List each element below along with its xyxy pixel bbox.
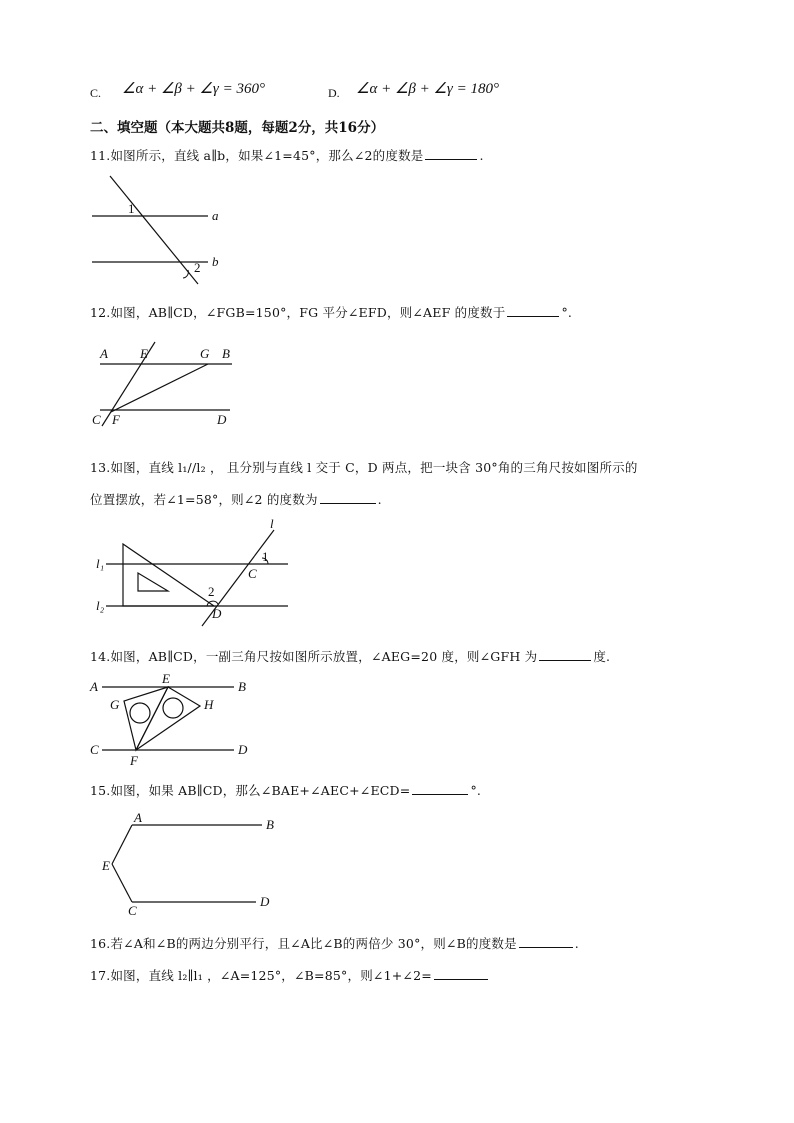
question-13-line1: 13.如图，直线 l₁//l₂ ， 且分别与直线 l 交于 C，D 两点，把一块含 30°角的三角尺按如图所示的	[90, 460, 638, 475]
point-c-label: C	[248, 566, 257, 581]
segment-ae	[112, 825, 132, 864]
line-a-label: a	[212, 208, 219, 223]
question-12	[90, 303, 572, 321]
point-h-label: H	[204, 697, 214, 712]
point-a-label: A	[134, 810, 142, 825]
point-d-label: D	[212, 606, 222, 621]
figure-14	[88, 672, 258, 772]
question-17	[90, 966, 490, 984]
point-g-label: G	[110, 697, 120, 712]
point-d-label: D	[238, 742, 248, 757]
question-14-text: 14.如图，AB∥CD，一副三角尺按如图所示放置，∠AEG=20 度，则∠GFH 为	[90, 649, 538, 664]
point-b-label: B	[238, 679, 246, 694]
question-14	[90, 647, 610, 665]
triangle-ruler-left	[124, 687, 168, 750]
set-square-inner	[138, 573, 168, 591]
segment-ec	[112, 864, 132, 902]
line-b-label: b	[212, 254, 219, 269]
point-b-label: B	[266, 817, 274, 832]
figure-12	[90, 340, 240, 435]
point-f-label: F	[130, 753, 138, 768]
question-11-end: .	[479, 148, 484, 163]
triangle-ruler-right	[136, 687, 200, 750]
line-l2-label: l₂	[96, 598, 105, 613]
option-c-expression: ∠α + ∠β + ∠γ = 360°	[122, 81, 265, 97]
point-f-label: F	[112, 412, 120, 427]
point-g-label: G	[200, 346, 210, 361]
point-c-label: C	[90, 742, 99, 757]
answer-blank-16[interactable]	[519, 935, 573, 948]
figure-15	[96, 810, 286, 920]
answer-blank-12[interactable]	[507, 304, 559, 317]
figure-13	[94, 518, 294, 628]
question-13-end: .	[377, 492, 382, 507]
question-15-text: 15.如图，如果 AB∥CD，那么∠BAE+∠AEC+∠ECD=	[90, 783, 411, 798]
option-c-label: C.	[90, 86, 102, 100]
question-12-text: 12.如图，AB∥CD，∠FGB=150°，FG 平分∠EFD，则∠AEF 的度数于	[90, 305, 506, 320]
point-c-label: C	[128, 903, 137, 918]
point-e-label: E	[140, 346, 148, 361]
point-d-label: D	[217, 412, 227, 427]
point-e-label: E	[102, 858, 110, 873]
line-l1-label: l₁	[96, 556, 105, 571]
point-e-label: E	[162, 671, 170, 686]
point-c-label: C	[92, 412, 101, 427]
figure-11	[88, 170, 238, 290]
option-d-expression: ∠α + ∠β + ∠γ = 180°	[356, 81, 499, 97]
question-14-end: 度.	[593, 649, 611, 664]
question-12-end: °.	[561, 305, 573, 320]
angle-1-label: 1	[262, 549, 269, 564]
line-l-label: l	[270, 516, 274, 531]
option-d-label: D.	[328, 86, 340, 100]
ruler-hole-left	[130, 703, 150, 723]
section-title: 二、填空题（本大题共8题，每题2分，共16分）	[90, 120, 385, 136]
answer-blank-15[interactable]	[412, 782, 468, 795]
question-16	[90, 934, 579, 952]
ruler-hole-right	[163, 698, 183, 718]
point-b-label: B	[222, 346, 230, 361]
answer-blank-14[interactable]	[539, 648, 591, 661]
question-15	[90, 781, 481, 799]
point-a-label: A	[100, 346, 108, 361]
answer-blank-11[interactable]	[425, 147, 477, 160]
angle-2-label: 2	[194, 260, 201, 275]
answer-blank-17[interactable]	[434, 967, 488, 980]
question-11	[90, 146, 484, 164]
transversal	[110, 176, 198, 284]
question-17-text: 17.如图，直线 l₂∥l₁ ，∠A=125°，∠B=85°，则∠1+∠2=	[90, 968, 432, 983]
question-13-line2	[90, 490, 382, 508]
angle-1-label: 1	[128, 201, 135, 216]
point-d-label: D	[260, 894, 270, 909]
question-16-text: 16.若∠A和∠B的两边分别平行，且∠A比∠B的两倍少 30°，则∠B的度数是	[90, 936, 517, 951]
question-15-end: °.	[470, 783, 482, 798]
question-16-end: .	[574, 936, 579, 951]
question-11-text: 11.如图所示，直线 a∥b，如果∠1=45°，那么∠2的度数是	[90, 148, 424, 163]
set-square-outer	[123, 544, 214, 606]
answer-blank-13[interactable]	[320, 491, 376, 504]
angle-2-label: 2	[208, 584, 215, 599]
point-a-label: A	[90, 679, 98, 694]
question-13-text: 位置摆放，若∠1=58°，则∠2 的度数为	[90, 492, 318, 507]
